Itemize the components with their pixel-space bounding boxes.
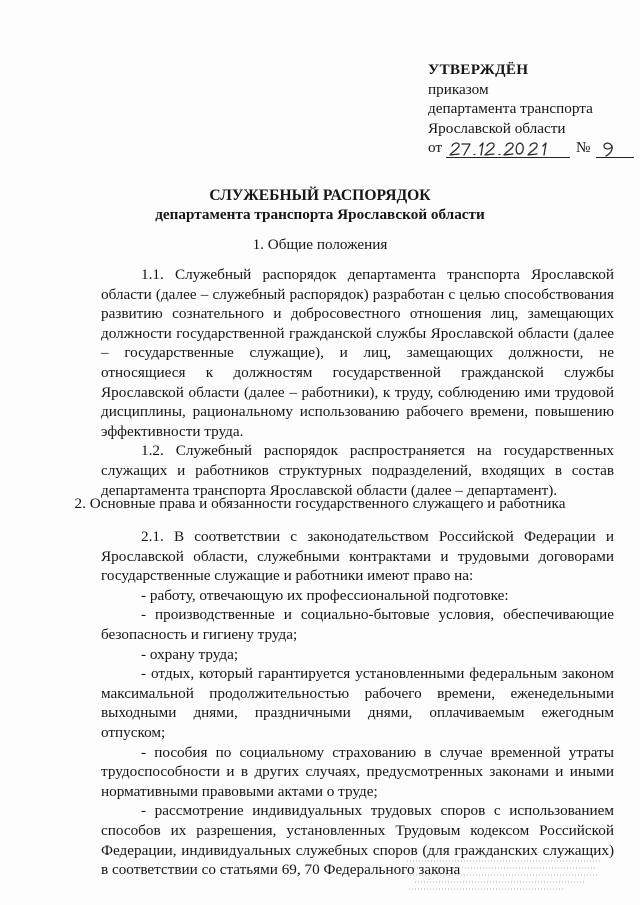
paragraph-1-2: 1.2. Служебный распорядок распространяется на государственных служащих и работников структурных подразделений, входящих в состав департамента транспорта Ярославской области (далее – департамент). xyxy=(101,442,614,499)
section-1-body xyxy=(101,265,614,500)
paragraph-2-1: 2.1. В соответствии с законодательством Российской Федерации и Ярославской области, служебными контрактами и трудовыми договорами государственные служащие и работники имеют право на: xyxy=(101,528,614,585)
approval-block xyxy=(428,60,628,158)
approval-date-number-row xyxy=(428,138,628,158)
approval-title: УТВЕРЖДЁН xyxy=(428,61,529,78)
list-item: - производственные и социально-бытовые условия, обеспечивающие безопасность и гигиену труда; xyxy=(101,606,614,643)
list-item: - отдых, который гарантируется установленными федеральным законом максимальной продолжительностью рабочего времени, еженедельными выходными днями, праздничными днями, оплачиваемым ежегодным отпуском; xyxy=(101,665,614,741)
list-item: - охрану труда; xyxy=(141,645,239,663)
list-item: - пособия по социальному страхованию в случае временной утраты трудоспособности и в других случаях, предусмотренных законами и иными нормативными правовыми актами о труде; xyxy=(101,743,614,800)
approval-line-region: Ярославской области xyxy=(428,119,566,137)
from-label: от xyxy=(428,139,443,157)
approval-line-order: приказом xyxy=(428,80,489,98)
section-heading-1: 1. Общие положения xyxy=(252,236,388,253)
list-item: - работу, отвечающую их профессиональной подготовке: xyxy=(141,586,509,604)
list-item: - рассмотрение индивидуальных трудовых споров с использованием способов их разрешения, установленных Трудовым кодексом Российской Федерации, индивидуальных служебных споров (для гражданских служащих) в соответствии со статьями 69, 70 Федерального закона xyxy=(101,802,614,879)
document-subtitle: департамента транспорта Ярославской области xyxy=(155,206,485,223)
approval-line-department: департамента транспорта xyxy=(428,100,593,118)
document-title: СЛУЖЕБНЫЙ РАСПОРЯДОК xyxy=(209,187,431,204)
scan-stamp-noise xyxy=(405,855,605,895)
number-label: № xyxy=(576,139,591,157)
section-heading-2: 2. Основные права и обязанности государственного служащего и работника xyxy=(74,495,566,512)
paragraph-1-1: 1.1. Служебный распорядок департамента транспорта Ярославской области (далее – служебный распорядок) разработан с целью способствования развитию сознательного и добросовестного отношения лиц, замещающих должности государственной гражданской службы Ярославской области (далее – государственные служащие), и лиц, замещающих должности, не относящиеся к должностям государственной гражданской службы Ярославской области (далее – работники), к труду, соблюдению ими трудовой дисциплины, рациональному использованию рабочего времени, повышению эффективности труда. xyxy=(101,266,614,440)
handwritten-date-and-number xyxy=(428,138,638,160)
section-2-body xyxy=(101,527,614,880)
